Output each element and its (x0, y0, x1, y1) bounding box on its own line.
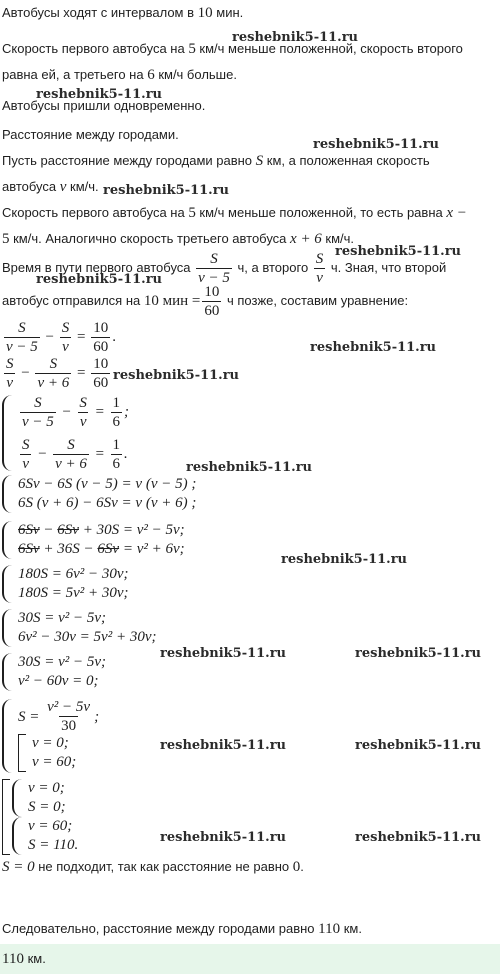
watermark: reshebnik5-11.ru (36, 272, 163, 287)
system-row: v = 0; (32, 735, 69, 752)
equation-second: $\frac{S}{v}$ − $\frac{S}{v + 6}$ = $\frac{10}{60}$ (6, 355, 109, 391)
fraction-ten-sixty: $\frac{10}{60}$ (204, 283, 220, 319)
watermark: reshebnik5-11.ru (232, 30, 359, 45)
fraction-time-first: $\frac{S}{v - 5}$ (198, 250, 230, 286)
system-row: S = 110. (28, 837, 79, 853)
system-row: 6v² − 30v = 5v² + 30v; (18, 629, 157, 645)
watermark: reshebnik5-11.ru (113, 368, 240, 383)
paragraph-time-cont: автобус отправился на 10 мин = $\frac{10}{60}$ ч позже, составим уравнение: (2, 283, 409, 319)
system-row: v = 60; (32, 754, 77, 771)
left-bracket (18, 734, 26, 772)
paragraph-let: Пусть расстояние между городами равно S км, а положенная скорость (2, 153, 430, 169)
left-brace (2, 395, 14, 471)
system-30 (2, 609, 157, 647)
watermark: reshebnik5-11.ru (103, 183, 230, 198)
system-row: 180S = 6v² − 30v; (18, 566, 129, 582)
paragraph-reject: S = 0 не подходит, так как расстояние не равно 0. (2, 859, 304, 875)
watermark: reshebnik5-11.ru (160, 738, 287, 753)
system-row: 6Sv + 36S − 6Sv = v² + 6v; (18, 541, 185, 557)
system-180 (2, 565, 129, 603)
watermark: reshebnik5-11.ru (313, 137, 440, 152)
system-row: v² − 60v = 0; (18, 673, 99, 689)
system-row: S = $\frac{\text{v² − 5v}}{30}$ ; (18, 699, 100, 735)
watermark: reshebnik5-11.ru (36, 87, 163, 102)
answer-box: 110 км. (0, 944, 500, 974)
watermark: reshebnik5-11.ru (335, 244, 462, 259)
system-row: 6Sv − 6S (v − 5) = v (v − 5) ; (18, 476, 197, 492)
watermark: reshebnik5-11.ru (355, 830, 482, 845)
paragraph-speeds: Скорость первого автобуса на 5 км/ч меньше положенной, скорость второго (2, 41, 463, 57)
paragraph-interval: Автобусы ходят с интервалом в 10 мин. (2, 5, 244, 21)
watermark: reshebnik5-11.ru (160, 646, 287, 661)
system-final (2, 779, 78, 855)
paragraph-first-speed-cont: 5 км/ч. Аналогично скорость третьего автобуса x + 6 км/ч. (2, 231, 355, 247)
system-solve (2, 699, 99, 773)
system-row: v = 0; (28, 780, 65, 796)
paragraph-speeds-cont: равна ей, а третьего на 6 км/ч больше. (2, 67, 237, 83)
paragraph-conclusion: Следовательно, расстояние между городами равно 110 км. (2, 921, 362, 937)
fraction-time-second: $\frac{S}{v}$ (315, 250, 324, 286)
system-row: $\frac{S}{v}$ − $\frac{S}{v + 6}$ = $\frac{1}{6}$ . (22, 436, 128, 472)
watermark: reshebnik5-11.ru (186, 460, 313, 475)
system-row: v = 60; (28, 818, 73, 834)
system-row: 30S = v² − 5v; (18, 610, 107, 626)
system-expanded (2, 475, 196, 513)
paragraph-question: Расстояние между городами. (2, 127, 179, 142)
paragraph-time: Время в пути первого автобуса $\frac{S}{v - 5}$ ч, а второго $\frac{S}{v}$ ч. Зная, что второй (2, 250, 447, 286)
system-row: 30S = v² − 5v; (18, 654, 107, 670)
system-row: $\frac{S}{v - 5}$ − $\frac{S}{v}$ = $\frac{1}{6}$ ; (22, 394, 130, 430)
system-cancel (2, 521, 185, 559)
system-row: S = 0; (28, 799, 66, 815)
watermark: reshebnik5-11.ru (281, 552, 408, 567)
watermark: reshebnik5-11.ru (355, 738, 482, 753)
watermark: reshebnik5-11.ru (355, 646, 482, 661)
watermark: reshebnik5-11.ru (160, 830, 287, 845)
system-quadratic (2, 653, 106, 691)
left-bracket (2, 779, 10, 855)
paragraph-let-cont: автобуса v км/ч. (2, 179, 99, 195)
paragraph-first-speed: Скорость первого автобуса на 5 км/ч меньше положенной, то есть равна x − (2, 205, 467, 221)
system-fractions (2, 395, 129, 471)
watermark: reshebnik5-11.ru (310, 340, 437, 355)
equation-first: $\frac{S}{v - 5}$ − $\frac{S}{v}$ = $\frac{10}{60}$ . (6, 319, 116, 355)
paragraph-arrived: Автобусы пришли одновременно. (2, 98, 206, 113)
system-row: 6Sv − 6Sv + 30S = v² − 5v; (18, 522, 185, 538)
system-row: 180S = 5v² + 30v; (18, 585, 129, 601)
system-row: 6S (v + 6) − 6Sv = v (v + 6) ; (18, 495, 197, 511)
bracket-group (18, 734, 99, 772)
